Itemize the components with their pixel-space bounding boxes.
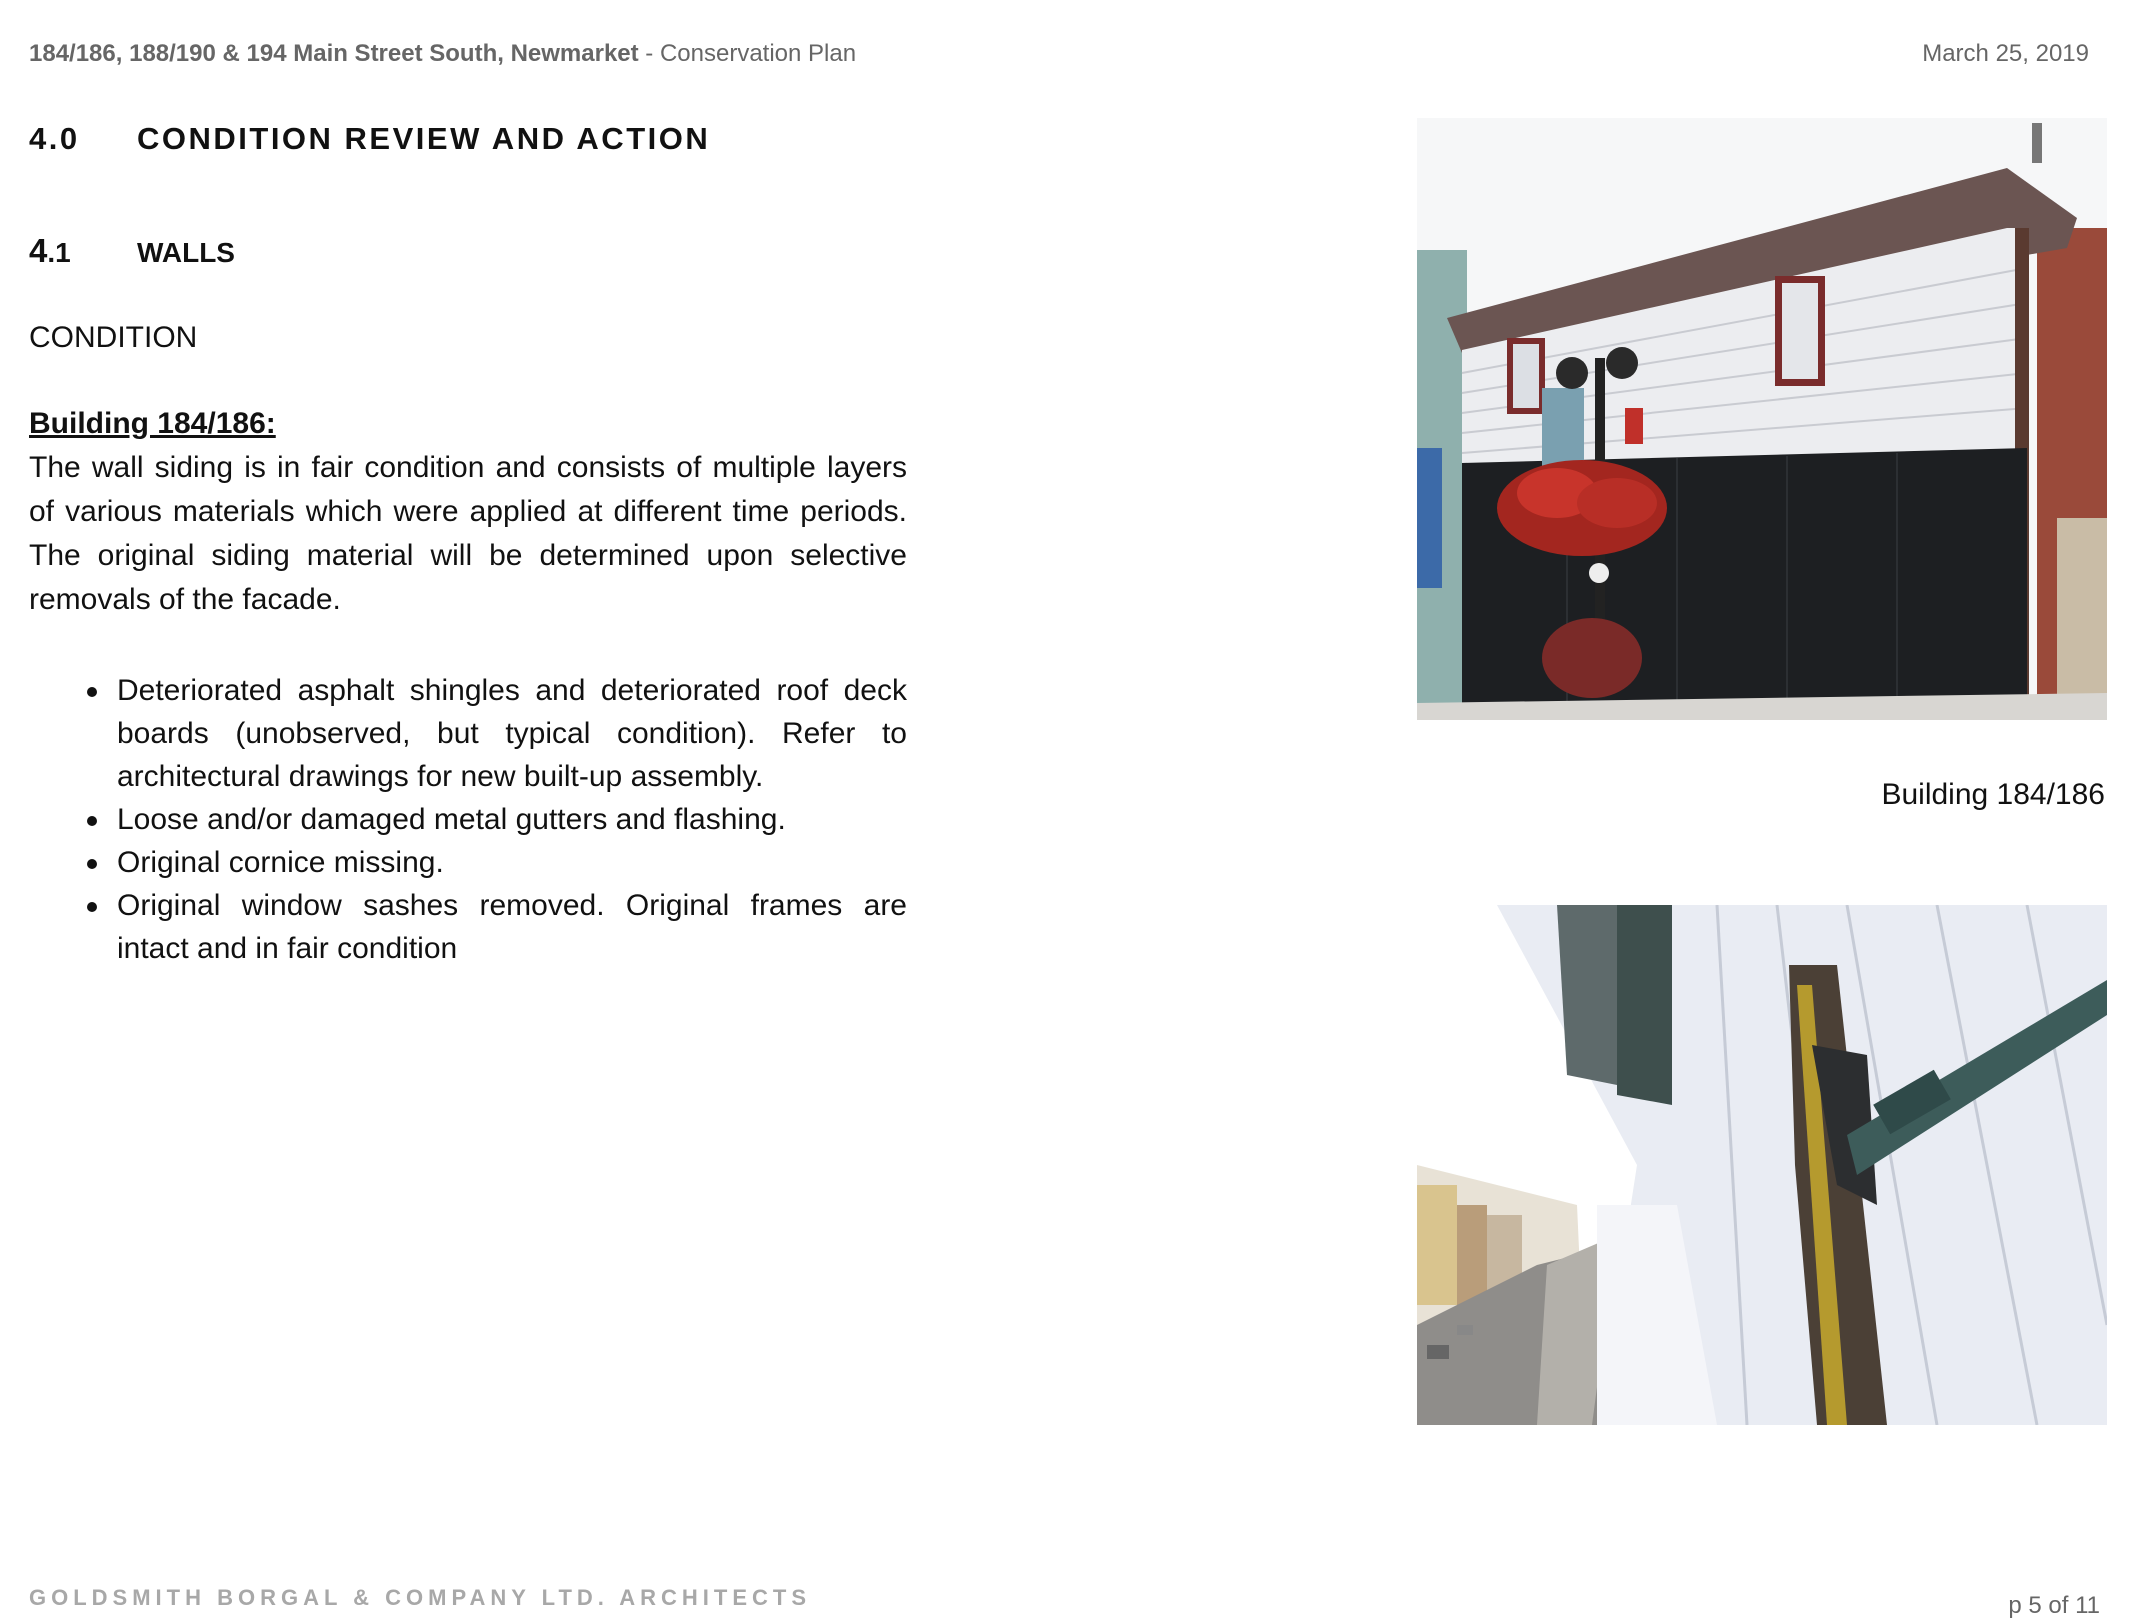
list-item-text: Original window sashes removed. Original frames are intact and in fair condition [117, 889, 907, 965]
header-doc-type: Conservation Plan [659, 40, 857, 67]
running-header [29, 40, 856, 68]
condition-heading: CONDITION [29, 321, 198, 354]
section-title: CONDITION REVIEW AND ACTION [137, 121, 711, 156]
list-item [29, 884, 907, 970]
subsection-number [29, 232, 137, 270]
damaged-siding-photo [1417, 905, 2107, 1425]
header-date: March 25, 2019 [1922, 40, 2089, 67]
list-item [29, 798, 907, 841]
building-label: Building 184/186: [29, 407, 276, 440]
condition-paragraph: The wall siding is in fair condition and consists of multiple layers of various materials which were applied at different time periods. The original siding material will be determined upon selective removals of the facade. [29, 451, 907, 616]
building-184-186-photo [1417, 118, 2107, 720]
list-item [29, 669, 907, 798]
condition-bullet-list [29, 669, 907, 970]
list-item-text: Deteriorated asphalt shingles and deteriorated roof deck boards (unobserved, but typical condition). Refer to architectural drawings for new built-up assembly. [117, 674, 907, 793]
list-item-text: Loose and/or damaged metal gutters and flashing. [117, 803, 786, 836]
section-number: 4.0 [29, 121, 80, 156]
bullet-dot [87, 859, 97, 869]
subsection-number-sub: .1 [47, 237, 71, 268]
subsection-heading [29, 232, 235, 270]
header-separator: - [638, 40, 660, 67]
bullet-dot [87, 687, 97, 697]
siding-closeup-illustration [1417, 905, 2107, 1425]
bullet-dot [87, 902, 97, 912]
list-item-text: Original cornice missing. [117, 846, 444, 879]
photo-caption: Building 184/186 [1881, 778, 2105, 811]
page-number: p 5 of 11 [2008, 1592, 2100, 1619]
header-address: 184/186, 188/190 & 194 Main Street South, Newmarket [29, 40, 639, 67]
building-facade-illustration [1417, 118, 2107, 720]
section-heading [29, 121, 710, 157]
list-item [29, 841, 907, 884]
firm-name: GOLDSMITH BORGAL & COMPANY LTD. ARCHITECTS [29, 1585, 811, 1610]
subsection-title: WALLS [137, 237, 235, 268]
subsection-number-main: 4 [29, 232, 48, 269]
bullet-dot [87, 816, 97, 826]
